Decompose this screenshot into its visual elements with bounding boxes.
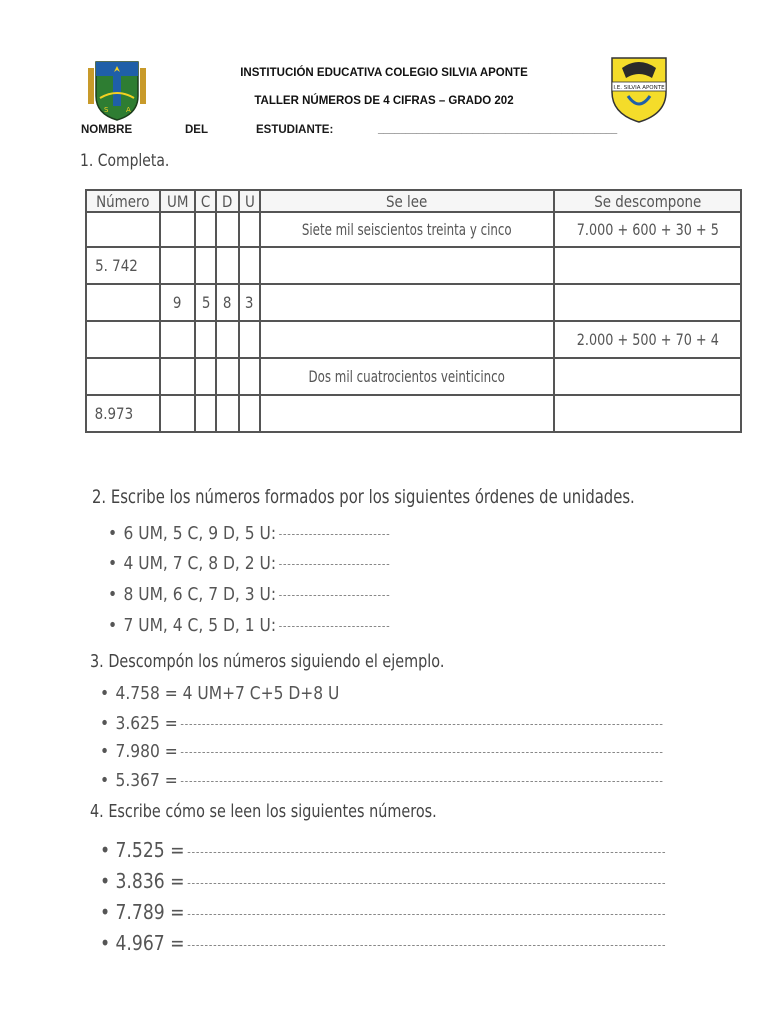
table-cell[interactable] (195, 358, 216, 395)
list-item: • 3.625 = (100, 713, 663, 734)
table-cell[interactable] (160, 247, 196, 284)
table-cell[interactable]: Siete mil seiscientos treinta y cinco (260, 212, 554, 247)
list-item: • 7.789 = (100, 900, 665, 924)
right-logo-text: I.E. SILVIA APONTE (613, 85, 665, 91)
section1-title: 1. Completa. (80, 151, 170, 171)
table-cell[interactable] (195, 212, 216, 247)
list-item: • 3.836 = (100, 869, 665, 893)
table-cell[interactable] (216, 212, 238, 247)
answer-blank[interactable] (279, 594, 389, 596)
table-cell[interactable] (239, 247, 261, 284)
name-label-del: DEL (185, 124, 208, 136)
table-cell[interactable] (160, 395, 196, 432)
student-name-field[interactable]: ___________________________________________ (378, 124, 618, 135)
school-shield-logo (608, 52, 670, 124)
table-cell[interactable]: 8.973 (86, 395, 160, 432)
answer-blank[interactable] (188, 944, 665, 946)
list-item: • 4.967 = (100, 931, 665, 955)
col-header-numero: Número (86, 190, 160, 212)
table-cell[interactable] (160, 358, 196, 395)
table-cell[interactable] (260, 284, 554, 321)
table-cell[interactable] (554, 247, 742, 284)
table-cell[interactable] (239, 212, 261, 247)
table-cell[interactable]: 3 (239, 284, 261, 321)
table-cell[interactable]: 8 (216, 284, 238, 321)
table-cell[interactable] (160, 212, 196, 247)
name-label-nombre: NOMBRE (81, 124, 133, 136)
list-item: • 7 UM, 4 C, 5 D, 1 U: (108, 615, 390, 636)
answer-blank[interactable] (181, 780, 663, 782)
table-cell[interactable] (86, 321, 160, 358)
table-cell[interactable] (239, 358, 261, 395)
svg-text:S: S (104, 106, 109, 114)
answer-blank[interactable] (279, 563, 389, 565)
table-cell[interactable] (554, 395, 742, 432)
list-item: • 7.980 = (100, 741, 663, 762)
section2-title: 2. Escribe los números formados por los siguientes órdenes de unidades. (92, 486, 635, 508)
table-cell[interactable] (86, 284, 160, 321)
answer-blank[interactable] (188, 851, 665, 853)
table-cell[interactable] (216, 395, 238, 432)
answer-blank[interactable] (279, 533, 389, 535)
list-item: • 4 UM, 7 C, 8 D, 2 U: (108, 553, 390, 574)
table-cell[interactable] (554, 284, 742, 321)
table-cell[interactable]: 5. 742 (86, 247, 160, 284)
table-cell[interactable] (195, 321, 216, 358)
name-label-estudiante: ESTUDIANTE: (256, 124, 334, 136)
col-header-u: U (239, 190, 261, 212)
table-cell[interactable] (195, 395, 216, 432)
table-cell[interactable]: 2.000 + 500 + 70 + 4 (554, 321, 742, 358)
table-cell[interactable] (260, 247, 554, 284)
col-header-c: C (195, 190, 216, 212)
numbers-table (85, 189, 742, 433)
answer-blank[interactable] (188, 913, 665, 915)
table-cell[interactable] (195, 247, 216, 284)
answer-blank[interactable] (188, 882, 665, 884)
answer-blank[interactable] (181, 723, 663, 725)
table-row (86, 284, 741, 321)
table-cell[interactable]: 7.000 + 600 + 30 + 5 (554, 212, 742, 247)
table-cell[interactable] (239, 395, 261, 432)
answer-blank[interactable] (279, 625, 389, 627)
table-row (86, 321, 741, 358)
table-cell[interactable] (239, 321, 261, 358)
col-header-um: UM (160, 190, 196, 212)
taller-title: TALLER NÚMEROS DE 4 CIFRAS – GRADO 202 (254, 95, 514, 107)
section3-title: 3. Descompón los números siguiendo el ejemplo. (90, 651, 445, 672)
svg-text:A: A (126, 106, 131, 114)
institution-title: INSTITUCIÓN EDUCATIVA COLEGIO SILVIA APONTE (240, 67, 528, 79)
table-cell[interactable]: Dos mil cuatrocientos veinticinco (260, 358, 554, 395)
col-header-se-lee: Se lee (260, 190, 554, 212)
table-cell[interactable] (260, 321, 554, 358)
list-item: • 6 UM, 5 C, 9 D, 5 U: (108, 523, 390, 544)
section4-title: 4. Escribe cómo se leen los siguientes números. (90, 801, 437, 822)
answer-blank[interactable] (181, 751, 663, 753)
col-header-d: D (216, 190, 238, 212)
table-cell[interactable] (86, 212, 160, 247)
list-item: • 5.367 = (100, 770, 663, 791)
table-cell[interactable] (216, 247, 238, 284)
table-row (86, 247, 741, 284)
table-cell[interactable] (216, 358, 238, 395)
table-cell[interactable] (86, 358, 160, 395)
table-row (86, 212, 741, 247)
list-item-example: • 4.758 = 4 UM+7 C+5 D+8 U (100, 683, 340, 704)
col-header-se-descompone: Se descompone (554, 190, 742, 212)
list-item: • 7.525 = (100, 838, 665, 862)
table-row (86, 358, 741, 395)
table-cell[interactable] (160, 321, 196, 358)
table-row (86, 395, 741, 432)
table-cell[interactable] (216, 321, 238, 358)
table-cell[interactable]: 5 (195, 284, 216, 321)
table-cell[interactable] (554, 358, 742, 395)
table-cell[interactable]: 9 (160, 284, 196, 321)
list-item: • 8 UM, 6 C, 7 D, 3 U: (108, 584, 390, 605)
table-cell[interactable] (260, 395, 554, 432)
